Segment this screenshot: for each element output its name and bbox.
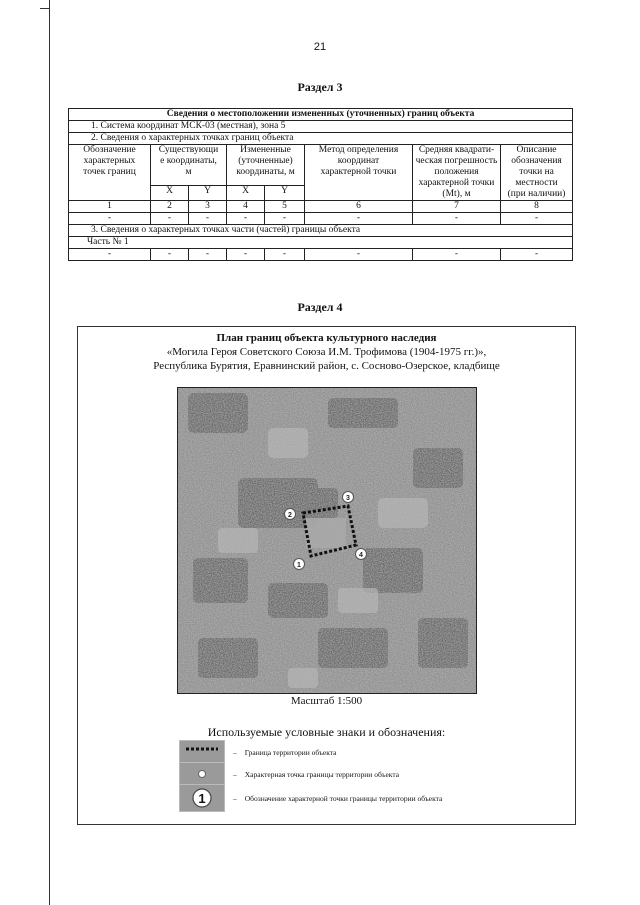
svg-text:1: 1: [297, 562, 301, 569]
legend-label-point: Характерная точка границы территории объекта: [244, 769, 400, 779]
col-header-error: Средняя квадрати- ческая погрешность положения характерной точки (Mt), м: [413, 145, 501, 201]
column-numbers-row: 1 2 3 4 5 6 7 8: [69, 201, 573, 213]
map-scale: Масштаб 1:500: [290, 695, 363, 707]
aerial-map: [177, 387, 477, 694]
point-label-symbol-icon: [179, 784, 225, 812]
legend-item-boundary: – Граница территории объекта: [179, 740, 336, 764]
page-number: 21: [313, 41, 327, 53]
svg-text:4: 4: [359, 552, 363, 559]
point-marker-3: [343, 492, 354, 503]
parts-info-row: 3. Сведения о характерных точках части (частей) границы объекта: [69, 225, 573, 237]
col-header-method: Метод определения координат характерной точки: [305, 145, 413, 201]
svg-text:1: 1: [198, 791, 206, 806]
legend-item-point: – Характерная точка границы территории объекта: [179, 762, 399, 786]
corner-tick: [40, 8, 49, 9]
col-header-designation: Обозначение характерных точек границ: [69, 145, 151, 201]
existing-y-header: Y: [189, 186, 227, 201]
plan-title-block: [78, 331, 575, 373]
points-info-row: 2. Сведения о характерных точках границ объекта: [69, 133, 573, 145]
point-marker-1: [294, 559, 305, 570]
col-header-description: Описание обозначения точки на местности (при наличии): [501, 145, 573, 201]
table-row: - - - - - - - -: [69, 249, 573, 261]
col-header-changed: Измененные (уточненные) координаты, м: [227, 145, 305, 186]
section3-title: Раздел 3: [297, 80, 343, 94]
margin-line: [49, 0, 50, 905]
legend-label-point-designation: Обозначение характерной точки границы территории объекта: [244, 793, 443, 803]
changed-y-header: Y: [265, 186, 305, 201]
plan-subtitle-location: Республика Бурятия, Еравнинский район, с. Сосново-Озерское, кладбище: [153, 360, 500, 372]
object-territory: [306, 518, 346, 548]
table-header: Сведения о местоположении измененных (уточненных) границ объекта: [69, 109, 573, 121]
legend-item-point-label: 1 – Обозначение характерной точки границы территории объекта: [179, 784, 442, 812]
col-header-existing: Существующи е координаты, м: [151, 145, 227, 186]
section4-title: Раздел 4: [297, 300, 343, 314]
point-marker-4: [356, 549, 367, 560]
part-label-row: Часть № 1: [69, 237, 573, 249]
legend-label-boundary: Граница территории объекта: [244, 747, 337, 757]
point-symbol-icon: [179, 762, 225, 786]
table-row: - - - - - - - -: [69, 213, 573, 225]
point-marker-2: [285, 509, 296, 520]
plan-frame: [77, 326, 576, 825]
legend-title: Используемые условные знаки и обозначения:: [207, 725, 446, 739]
changed-x-header: X: [227, 186, 265, 201]
existing-x-header: X: [151, 186, 189, 201]
svg-text:2: 2: [288, 512, 292, 519]
plan-title: План границ объекта культурного наследия: [216, 332, 437, 344]
svg-text:3: 3: [346, 495, 350, 502]
coordinate-system-row: 1. Система координат МСК-03 (местная), зона 5: [69, 121, 573, 133]
boundary-symbol-icon: [179, 740, 225, 764]
plan-subtitle-object: «Могила Героя Советского Союза И.М. Трофимова (1904-1975 гг.)»,: [166, 346, 487, 358]
coordinates-table: [68, 108, 573, 261]
